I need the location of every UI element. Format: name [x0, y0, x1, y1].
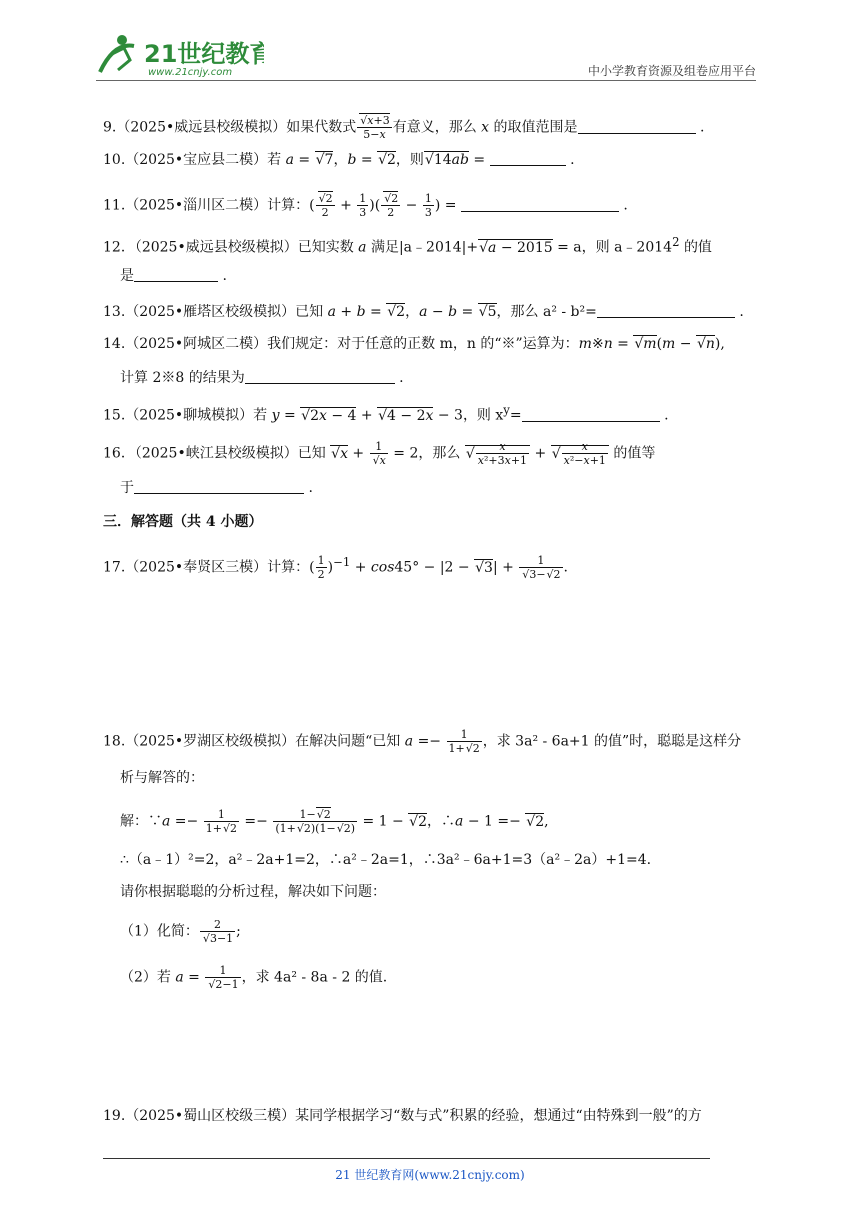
section-heading: 三．解答题（共 4 小题） — [103, 514, 263, 530]
platform-name: 中小学教育资源及组卷应用平台 — [587, 64, 756, 78]
question-13: 13.（2025•雁塔区校级模拟）已知 a + b = √ 2，a − b = √ 5，那么 a² - b²= . — [103, 302, 744, 322]
footer-divider — [103, 1158, 710, 1159]
question-14-line2: 计算 2※8 的结果为 . — [120, 370, 404, 386]
answer-blank[interactable] — [461, 197, 619, 212]
question-12-line2: 是 . — [120, 268, 227, 284]
footer-link[interactable]: 21 世纪教育网(www.21cnjy.com) — [335, 1168, 525, 1182]
question-19: 19.（2025•蜀山区校级三模）某同学根据学习“数与式”积累的经验，想通过“由特殊到一般”的方 — [103, 1108, 702, 1124]
site-logo — [94, 32, 264, 78]
question-9: 9.（2025•威远县校级模拟）如果代数式 √ $\frac{x+3}{5-x}$ 有意义，那么 x 的取值范围是 . — [103, 114, 704, 141]
answer-blank[interactable] — [134, 479, 304, 494]
question-16: 16．（2025•峡江县校级模拟）已知 √ x + 1 √ x = 2，那么 √ $\frac{x}{\text{x²+3x+1}}$ + √ $\frac{x}{\text{x²−x+1}}$ 的值等 — [103, 440, 655, 467]
header-divider — [96, 80, 756, 81]
question-18: 18.（2025•罗湖区校级模拟）在解决问题“已知 a =− $\frac{1}{1+√ 2}$ ，求 3a² - 6a+1 的值”时，聪聪是这样分 — [103, 728, 741, 755]
answer-blank[interactable] — [597, 303, 735, 318]
question-15: 15.（2025•聊城模拟）若 y = √ 2x − 4 + √ 4 − 2x − 3，则 $x^y=$ . — [103, 400, 669, 426]
question-18-line2: 析与解答的： — [120, 770, 204, 786]
question-17: 17.（2025•奉贤区三模）计算：( $\frac{1}{2}$ )$^{-1}$ + cos45° − |2 − √ 3| + 1 √ 3−√ 2 . — [103, 552, 568, 581]
solution-line-2: ∴（a﹣1）²=2，a²﹣2a+1=2，∴a²﹣2a=1，∴3a²﹣6a+1=3（a²﹣2a）+1=4. — [120, 852, 652, 868]
answer-blank[interactable] — [245, 369, 395, 384]
part-1: （1）化简： 2 √ 3−1 ; — [120, 918, 241, 945]
solution-line-1: 解：∵a =− $\frac{1}{1+√ 2}$ =− $\frac{1-√ 2}{(1+√ 2)(1-√ 2)}$ = 1 − √ 2，∴a − 1 =− √ 2, — [120, 808, 549, 835]
instruction: 请你根据聪聪的分析过程，解决如下问题： — [120, 884, 386, 900]
svg-text:21世纪教育: 21世纪教育 — [144, 40, 264, 68]
answer-blank[interactable] — [522, 407, 660, 422]
question-10: 10.（2025•宝应县二模）若 a = √ 7，b = √ 2，则√ 14ab = . — [103, 150, 575, 170]
question-16-line2: 于 . — [120, 480, 313, 496]
answer-blank[interactable] — [134, 267, 218, 282]
part-2: （2）若 a = 1 √ 2−1 ，求 4a² - 8a - 2 的值. — [120, 964, 387, 991]
svg-text:www.21cnjy.com: www.21cnjy.com — [148, 67, 233, 78]
answer-blank[interactable] — [578, 119, 696, 134]
question-14: 14.（2025•阿城区二模）我们规定：对于任意的正数 m，n 的“※”运算为：m※n = √ m(m − √ n), — [103, 334, 725, 354]
question-11: 11.（2025•淄川区二模）计算：( √ $\frac{2}{2}$ + $\frac{1}{3}$ )( √ $\frac{2}{2}$ − $\frac{1}{3}$ ) = . — [103, 192, 628, 219]
question-12: 12．（2025•威远县校级模拟）已知实数 a 满足|a﹣2014|+√ a − 2015 = a，则 a﹣2014$^2$ 的值 — [103, 232, 712, 258]
answer-blank[interactable] — [490, 151, 566, 166]
